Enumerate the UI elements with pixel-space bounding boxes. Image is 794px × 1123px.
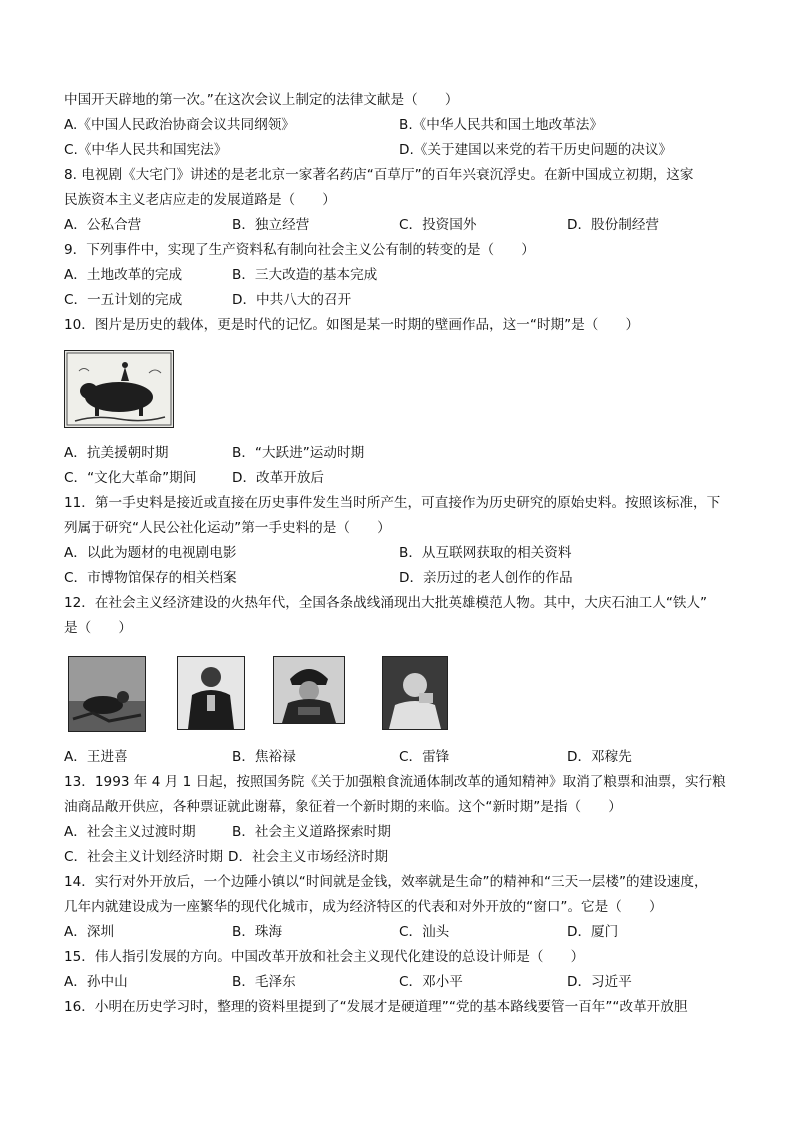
- q12-option-d: D．邓稼先: [567, 749, 632, 765]
- q14-option-d: D．厦门: [567, 924, 619, 940]
- q7-stem-tail: 中国开天辟地的第一次。”在这次会议上制定的法律文献是（ ）: [64, 92, 459, 108]
- q8-option-c: C．投资国外: [399, 217, 477, 233]
- photo-b: [177, 656, 245, 730]
- q7-option-b: B.《中华人民共和国土地改革法》: [399, 117, 603, 133]
- q11-stem-line1: 11．第一手史料是接近或直接在历史事件发生当时所产生，可直接作为历史研究的原始史料。按照该标准，下: [64, 495, 721, 511]
- q8-stem-line2: 民族资本主义老店应走的发展道路是（ ）: [64, 192, 336, 208]
- q11-option-d: D．亲历过的老人创作的作品: [399, 570, 573, 586]
- q16-stem: 16．小明在历史学习时，整理的资料里提到了“发展才是硬道理”“党的基本路线要管一百年”“改革开放胆: [64, 999, 688, 1015]
- q7-option-a: A.《中国人民政治协商会议共同纲领》: [64, 117, 295, 133]
- mural-image: [64, 350, 174, 428]
- q7-option-d: D.《关于建国以来党的若干历史问题的决议》: [399, 142, 673, 158]
- q10-option-c: C．“文化大革命”期间: [64, 470, 197, 486]
- photo-d: [382, 656, 448, 730]
- q14-option-b: B．珠海: [232, 924, 283, 940]
- q10-option-d: D．改革开放后: [232, 470, 325, 486]
- q7-option-c: C.《中华人民共和国宪法》: [64, 142, 228, 158]
- q12-option-c: C．雷锋: [399, 749, 450, 765]
- q9-option-a: A．土地改革的完成: [64, 267, 183, 283]
- q13-option-c: C．社会主义计划经济时期: [64, 849, 224, 865]
- q14-stem-line2: 几年内就建设成为一座繁华的现代化城市，成为经济特区的代表和对外开放的“窗口”。它是（ ）: [64, 899, 663, 915]
- q11-stem-line2: 列属于研究“人民公社化运动”第一手史料的是（ ）: [64, 520, 391, 536]
- q13-option-b: B．社会主义道路探索时期: [232, 824, 391, 840]
- q13-option-a: A．社会主义过渡时期: [64, 824, 196, 840]
- q15-option-d: D．习近平: [567, 974, 632, 990]
- q8-option-d: D．股份制经营: [567, 217, 660, 233]
- q10-stem: 10．图片是历史的载体，更是时代的记忆。如图是某一时期的壁画作品，这一“时期”是（ ）: [64, 317, 640, 333]
- q13-stem-line2: 油商品敞开供应，各种票证就此谢幕，象征着一个新时期的来临。这个“新时期”是指（ ）: [64, 799, 622, 815]
- q15-option-a: A．孙中山: [64, 974, 128, 990]
- q10-option-b: B．“大跃进”运动时期: [232, 445, 365, 461]
- q9-stem: 9．下列事件中，实现了生产资料私有制向社会主义公有制的转变的是（ ）: [64, 242, 535, 258]
- q15-option-b: B．毛泽东: [232, 974, 296, 990]
- q9-option-d: D．中共八大的召开: [232, 292, 352, 308]
- q11-option-b: B．从互联网获取的相关资料: [399, 545, 572, 561]
- q14-stem-line1: 14．实行对外开放后，一个边陲小镇以“时间就是金钱，效率就是生命”的精神和“三天一层楼”的建设速度，: [64, 874, 708, 890]
- photo-c: [273, 656, 345, 724]
- photo-a: [68, 656, 146, 732]
- q13-option-d: D．社会主义市场经济时期: [228, 849, 388, 865]
- q13-stem-line1: 13．1993 年 4 月 1 日起，按照国务院《关于加强粮食流通体制改革的通知精神》取消了粮票和油票，实行粮: [64, 774, 726, 790]
- q15-option-c: C．邓小平: [399, 974, 463, 990]
- q12-option-b: B．焦裕禄: [232, 749, 296, 765]
- q11-option-c: C．市博物馆保存的相关档案: [64, 570, 237, 586]
- q9-option-c: C．一五计划的完成: [64, 292, 183, 308]
- q11-option-a: A．以此为题材的电视剧电影: [64, 545, 237, 561]
- q8-stem-line1: 8. 电视剧《大宅门》讲述的是老北京一家著名药店“百草厅”的百年兴衰沉浮史。在新中国成立初期，这家: [64, 167, 694, 183]
- q9-option-b: B．三大改造的基本完成: [232, 267, 378, 283]
- q10-option-a: A．抗美援朝时期: [64, 445, 169, 461]
- q15-stem: 15．伟人指引发展的方向。中国改革开放和社会主义现代化建设的总设计师是（ ）: [64, 949, 585, 965]
- q8-option-a: A．公私合营: [64, 217, 142, 233]
- q8-option-b: B．独立经营: [232, 217, 310, 233]
- q12-option-a: A．王进喜: [64, 749, 128, 765]
- q12-stem-line2: 是（ ）: [64, 620, 132, 636]
- q14-option-c: C．汕头: [399, 924, 450, 940]
- q14-option-a: A．深圳: [64, 924, 115, 940]
- q12-stem-line1: 12．在社会主义经济建设的火热年代，全国各条战线涌现出大批英雄模范人物。其中，大庆石油工人“铁人”: [64, 595, 708, 611]
